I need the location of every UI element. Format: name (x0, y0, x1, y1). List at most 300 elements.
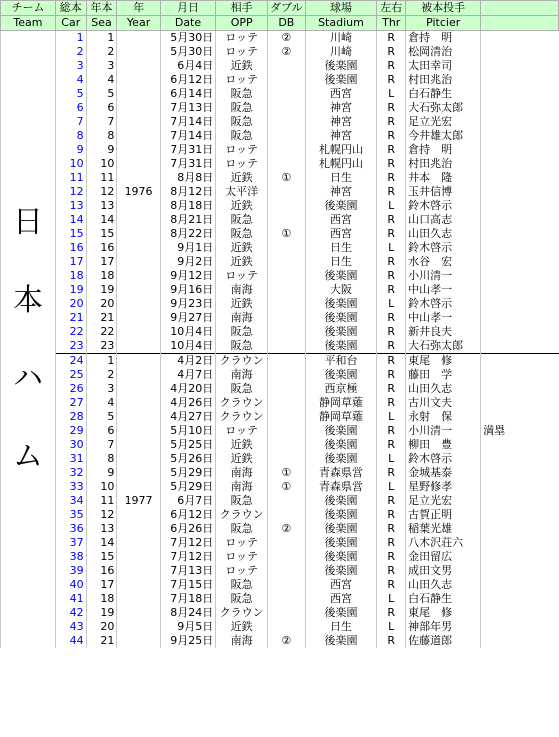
season-number-cell: 19 (86, 606, 117, 620)
date-cell: 7月12日 (160, 536, 216, 550)
pitcher-cell: 佐藤道郎 (406, 634, 481, 648)
throws-cell: R (377, 438, 406, 452)
season-number-cell: 19 (86, 283, 117, 297)
opponent-cell: ロッテ (216, 143, 268, 157)
throws-cell: L (377, 87, 406, 101)
opponent-cell: 阪急 (216, 325, 268, 339)
pitcher-cell: 小川清一 (406, 269, 481, 283)
doubleheader-cell (268, 494, 306, 508)
season-number-cell: 15 (86, 227, 117, 241)
doubleheader-cell (268, 536, 306, 550)
doubleheader-cell (268, 143, 306, 157)
season-number-cell: 5 (86, 410, 117, 424)
opponent-cell: 阪急 (216, 382, 268, 396)
date-cell: 5月30日 (160, 45, 216, 59)
doubleheader-cell (268, 73, 306, 87)
pitcher-cell: 山田久志 (406, 227, 481, 241)
stadium-cell: 西宮 (305, 227, 377, 241)
note-cell (481, 354, 559, 369)
stadium-cell: 平和台 (305, 354, 377, 369)
date-cell: 5月25日 (160, 438, 216, 452)
date-cell: 7月13日 (160, 564, 216, 578)
throws-cell: R (377, 101, 406, 115)
season-number-cell: 20 (86, 620, 117, 634)
opponent-cell: ロッテ (216, 550, 268, 564)
table-row (1, 522, 559, 536)
table-row (1, 466, 559, 480)
table-row (1, 185, 559, 199)
season-number-cell: 21 (86, 311, 117, 325)
career-number-cell: 23 (55, 339, 86, 354)
career-number-cell: 17 (55, 255, 86, 269)
doubleheader-cell (268, 606, 306, 620)
opponent-cell: ロッテ (216, 424, 268, 438)
note-cell (481, 73, 559, 87)
table-row (1, 171, 559, 185)
career-number-cell: 38 (55, 550, 86, 564)
doubleheader-cell (268, 311, 306, 325)
note-cell (481, 536, 559, 550)
note-cell (481, 241, 559, 255)
date-cell: 9月1日 (160, 241, 216, 255)
header-cell: 左右 (377, 1, 406, 16)
stadium-cell: 札幌円山 (305, 157, 377, 171)
pitcher-cell: 鈴木啓示 (406, 199, 481, 213)
date-cell: 6月12日 (160, 508, 216, 522)
date-cell: 6月7日 (160, 494, 216, 508)
note-cell (481, 87, 559, 101)
pitcher-cell: 倉持 明 (406, 31, 481, 46)
pitcher-cell: 古賀正明 (406, 508, 481, 522)
season-number-cell: 14 (86, 536, 117, 550)
doubleheader-cell (268, 438, 306, 452)
throws-cell: R (377, 494, 406, 508)
career-number-cell: 2 (55, 45, 86, 59)
pitcher-cell: 水谷 宏 (406, 255, 481, 269)
career-number-cell: 5 (55, 87, 86, 101)
season-number-cell: 3 (86, 59, 117, 73)
pitcher-cell: 東尾 修 (406, 354, 481, 369)
career-number-cell: 7 (55, 115, 86, 129)
date-cell: 6月14日 (160, 87, 216, 101)
stadium-cell: 日生 (305, 620, 377, 634)
date-cell: 4月26日 (160, 396, 216, 410)
doubleheader-cell: ① (268, 466, 306, 480)
doubleheader-cell (268, 213, 306, 227)
date-cell: 8月8日 (160, 171, 216, 185)
opponent-cell: クラウン (216, 508, 268, 522)
table-row (1, 452, 559, 466)
career-number-cell: 30 (55, 438, 86, 452)
header-row-ja (1, 1, 559, 16)
date-cell: 6月26日 (160, 522, 216, 536)
stadium-cell: 後楽園 (305, 59, 377, 73)
date-cell: 9月27日 (160, 311, 216, 325)
table-row (1, 325, 559, 339)
stadium-cell: 後楽園 (305, 368, 377, 382)
career-number-cell: 43 (55, 620, 86, 634)
opponent-cell: 阪急 (216, 494, 268, 508)
career-number-cell: 20 (55, 297, 86, 311)
date-cell: 8月18日 (160, 199, 216, 213)
pitcher-cell: 中山孝一 (406, 283, 481, 297)
table-row (1, 87, 559, 101)
opponent-cell: 近鉄 (216, 255, 268, 269)
note-cell (481, 101, 559, 115)
season-number-cell: 2 (86, 368, 117, 382)
season-number-cell: 8 (86, 129, 117, 143)
career-number-cell: 24 (55, 354, 86, 369)
pitcher-cell: 小川清一 (406, 424, 481, 438)
doubleheader-cell (268, 185, 306, 199)
season-number-cell: 13 (86, 199, 117, 213)
note-cell (481, 620, 559, 634)
season-number-cell: 9 (86, 143, 117, 157)
date-cell: 9月16日 (160, 283, 216, 297)
pitcher-cell: 松岡清治 (406, 45, 481, 59)
career-number-cell: 19 (55, 283, 86, 297)
header-cell: Thr (377, 16, 406, 31)
throws-cell: R (377, 143, 406, 157)
season-number-cell: 16 (86, 564, 117, 578)
table-row (1, 129, 559, 143)
pitcher-cell: 新井良夫 (406, 325, 481, 339)
throws-cell: R (377, 227, 406, 241)
doubleheader-cell: ① (268, 227, 306, 241)
year-cell: 1977 (117, 354, 160, 649)
table-row (1, 424, 559, 438)
header-cell: 年本 (86, 1, 117, 16)
team-char: 日 (12, 204, 43, 240)
date-cell: 7月13日 (160, 101, 216, 115)
date-cell: 4月2日 (160, 354, 216, 369)
stadium-cell: 後楽園 (305, 311, 377, 325)
career-number-cell: 15 (55, 227, 86, 241)
doubleheader-cell (268, 199, 306, 213)
throws-cell: R (377, 45, 406, 59)
stadium-cell: 後楽園 (305, 508, 377, 522)
career-number-cell: 21 (55, 311, 86, 325)
pitcher-cell: 成田文男 (406, 564, 481, 578)
doubleheader-cell (268, 129, 306, 143)
stadium-cell: 静岡草薙 (305, 396, 377, 410)
stadium-cell: 西京極 (305, 382, 377, 396)
opponent-cell: 近鉄 (216, 59, 268, 73)
note-cell (481, 171, 559, 185)
stadium-cell: 後楽園 (305, 199, 377, 213)
stadium-cell: 後楽園 (305, 73, 377, 87)
table-row (1, 382, 559, 396)
career-number-cell: 11 (55, 171, 86, 185)
stadium-cell: 後楽園 (305, 339, 377, 354)
date-cell: 7月31日 (160, 157, 216, 171)
note-cell (481, 45, 559, 59)
stadium-cell: 札幌円山 (305, 143, 377, 157)
opponent-cell: 阪急 (216, 87, 268, 101)
career-number-cell: 39 (55, 564, 86, 578)
note-cell (481, 143, 559, 157)
opponent-cell: 阪急 (216, 339, 268, 354)
opponent-cell: 阪急 (216, 213, 268, 227)
date-cell: 10月4日 (160, 325, 216, 339)
throws-cell: R (377, 185, 406, 199)
note-cell (481, 199, 559, 213)
career-number-cell: 31 (55, 452, 86, 466)
career-number-cell: 41 (55, 592, 86, 606)
career-number-cell: 13 (55, 199, 86, 213)
date-cell: 6月4日 (160, 59, 216, 73)
career-number-cell: 10 (55, 157, 86, 171)
note-cell (481, 283, 559, 297)
pitcher-cell: 神部年男 (406, 620, 481, 634)
career-number-cell: 34 (55, 494, 86, 508)
pitcher-cell: 足立光宏 (406, 494, 481, 508)
throws-cell: R (377, 564, 406, 578)
note-cell (481, 31, 559, 46)
date-cell: 6月12日 (160, 73, 216, 87)
opponent-cell: 阪急 (216, 129, 268, 143)
season-number-cell: 7 (86, 115, 117, 129)
season-number-cell: 13 (86, 522, 117, 536)
date-cell: 8月21日 (160, 213, 216, 227)
stadium-cell: 後楽園 (305, 269, 377, 283)
pitcher-cell: 稲葉光雄 (406, 522, 481, 536)
note-cell (481, 227, 559, 241)
opponent-cell: 近鉄 (216, 241, 268, 255)
pitcher-cell: 星野修孝 (406, 480, 481, 494)
pitcher-cell: 柳田 豊 (406, 438, 481, 452)
season-number-cell: 2 (86, 45, 117, 59)
doubleheader-cell (268, 396, 306, 410)
season-number-cell: 15 (86, 550, 117, 564)
pitcher-cell: 鈴木啓示 (406, 452, 481, 466)
note-cell (481, 564, 559, 578)
team-char: ハ (12, 360, 43, 396)
header-cell: 被本投手 (406, 1, 481, 16)
date-cell: 5月29日 (160, 466, 216, 480)
season-number-cell: 17 (86, 578, 117, 592)
opponent-cell: ロッテ (216, 269, 268, 283)
throws-cell: R (377, 606, 406, 620)
throws-cell: R (377, 522, 406, 536)
opponent-cell: 南海 (216, 466, 268, 480)
team-name-cell (1, 31, 56, 649)
doubleheader-cell (268, 255, 306, 269)
pitcher-cell: 今井雄太郎 (406, 129, 481, 143)
career-number-cell: 42 (55, 606, 86, 620)
pitcher-cell: 金城基泰 (406, 466, 481, 480)
table-row (1, 634, 559, 648)
opponent-cell: 阪急 (216, 115, 268, 129)
opponent-cell: 南海 (216, 480, 268, 494)
opponent-cell: 阪急 (216, 578, 268, 592)
career-number-cell: 25 (55, 368, 86, 382)
doubleheader-cell (268, 339, 306, 354)
throws-cell: R (377, 382, 406, 396)
season-number-cell: 4 (86, 396, 117, 410)
career-number-cell: 18 (55, 269, 86, 283)
throws-cell: L (377, 297, 406, 311)
note-cell (481, 325, 559, 339)
stadium-cell: 後楽園 (305, 634, 377, 648)
throws-cell: R (377, 115, 406, 129)
career-number-cell: 33 (55, 480, 86, 494)
note-cell (481, 255, 559, 269)
header-cell: Year (117, 16, 160, 31)
throws-cell: L (377, 480, 406, 494)
season-number-cell: 20 (86, 297, 117, 311)
season-number-cell: 7 (86, 438, 117, 452)
table-row (1, 255, 559, 269)
empty-cell (481, 16, 559, 31)
note-cell (481, 634, 559, 648)
header-cell: ダブル (268, 1, 306, 16)
opponent-cell: ロッテ (216, 536, 268, 550)
date-cell: 9月23日 (160, 297, 216, 311)
throws-cell: R (377, 157, 406, 171)
note-cell (481, 452, 559, 466)
header-row-en (1, 16, 559, 31)
note-cell (481, 592, 559, 606)
season-number-cell: 6 (86, 424, 117, 438)
header-cell: Date (160, 16, 216, 31)
opponent-cell: ロッテ (216, 31, 268, 46)
header-cell: 年 (117, 1, 160, 16)
doubleheader-cell (268, 564, 306, 578)
table-row (1, 297, 559, 311)
pitcher-cell: 鈴木啓示 (406, 241, 481, 255)
season-number-cell: 17 (86, 255, 117, 269)
date-cell: 5月10日 (160, 424, 216, 438)
table-row (1, 101, 559, 115)
note-cell (481, 606, 559, 620)
date-cell: 4月27日 (160, 410, 216, 424)
career-number-cell: 22 (55, 325, 86, 339)
pitcher-cell: 足立光宏 (406, 115, 481, 129)
career-number-cell: 36 (55, 522, 86, 536)
stadium-cell: 後楽園 (305, 438, 377, 452)
pitcher-cell: 白石静生 (406, 87, 481, 101)
season-number-cell: 4 (86, 73, 117, 87)
header-cell: OPP (216, 16, 268, 31)
career-number-cell: 3 (55, 59, 86, 73)
throws-cell: L (377, 620, 406, 634)
team-char: 本 (12, 282, 43, 318)
note-cell (481, 115, 559, 129)
table-row (1, 311, 559, 325)
opponent-cell: ロッテ (216, 157, 268, 171)
opponent-cell: ロッテ (216, 73, 268, 87)
table-row (1, 536, 559, 550)
opponent-cell: 近鉄 (216, 438, 268, 452)
stadium-cell: 西宮 (305, 592, 377, 606)
table-row (1, 396, 559, 410)
note-cell (481, 311, 559, 325)
doubleheader-cell (268, 452, 306, 466)
table-body (1, 1, 559, 649)
opponent-cell: クラウン (216, 410, 268, 424)
note-cell (481, 59, 559, 73)
table-row (1, 31, 559, 46)
throws-cell: R (377, 255, 406, 269)
pitcher-cell: 大石弥太郎 (406, 339, 481, 354)
career-number-cell: 14 (55, 213, 86, 227)
pitcher-cell: 白石静生 (406, 592, 481, 606)
season-number-cell: 16 (86, 241, 117, 255)
stadium-cell: 日生 (305, 241, 377, 255)
doubleheader-cell: ② (268, 522, 306, 536)
doubleheader-cell (268, 620, 306, 634)
header-cell: 球場 (305, 1, 377, 16)
header-cell: 相手 (216, 1, 268, 16)
career-number-cell: 27 (55, 396, 86, 410)
opponent-cell: 近鉄 (216, 171, 268, 185)
note-cell (481, 550, 559, 564)
date-cell: 9月5日 (160, 620, 216, 634)
career-number-cell: 40 (55, 578, 86, 592)
pitcher-cell: 倉持 明 (406, 143, 481, 157)
table-row (1, 213, 559, 227)
doubleheader-cell (268, 592, 306, 606)
stadium-cell: 神宮 (305, 101, 377, 115)
stadium-cell: 青森県営 (305, 466, 377, 480)
table-row (1, 269, 559, 283)
date-cell: 4月20日 (160, 382, 216, 396)
date-cell: 9月2日 (160, 255, 216, 269)
table-row (1, 564, 559, 578)
opponent-cell: クラウン (216, 606, 268, 620)
throws-cell: R (377, 311, 406, 325)
table-row (1, 157, 559, 171)
table-row (1, 45, 559, 59)
table-row (1, 241, 559, 255)
throws-cell: R (377, 213, 406, 227)
pitcher-cell: 村田兆治 (406, 157, 481, 171)
career-number-cell: 12 (55, 185, 86, 199)
note-cell (481, 269, 559, 283)
table-row (1, 480, 559, 494)
table-row (1, 578, 559, 592)
empty-cell (481, 1, 559, 16)
header-cell: 月日 (160, 1, 216, 16)
note-cell (481, 297, 559, 311)
pitcher-cell: 山田久志 (406, 578, 481, 592)
throws-cell: R (377, 73, 406, 87)
opponent-cell: 太平洋 (216, 185, 268, 199)
career-number-cell: 44 (55, 634, 86, 648)
table-row (1, 550, 559, 564)
stadium-cell: 西宮 (305, 213, 377, 227)
throws-cell: L (377, 452, 406, 466)
season-number-cell: 18 (86, 592, 117, 606)
opponent-cell: 南海 (216, 283, 268, 297)
header-cell: Pitcier (406, 16, 481, 31)
table-row (1, 339, 559, 354)
table-row (1, 227, 559, 241)
year-cell: 1976 (117, 31, 160, 354)
doubleheader-cell (268, 241, 306, 255)
date-cell: 9月25日 (160, 634, 216, 648)
pitcher-cell: 藤田 学 (406, 368, 481, 382)
throws-cell: R (377, 424, 406, 438)
pitcher-cell: 山口高志 (406, 213, 481, 227)
note-cell (481, 522, 559, 536)
stadium-cell: 神宮 (305, 129, 377, 143)
date-cell: 9月12日 (160, 269, 216, 283)
pitcher-cell: 金田留広 (406, 550, 481, 564)
note-cell (481, 339, 559, 354)
season-number-cell: 1 (86, 354, 117, 369)
